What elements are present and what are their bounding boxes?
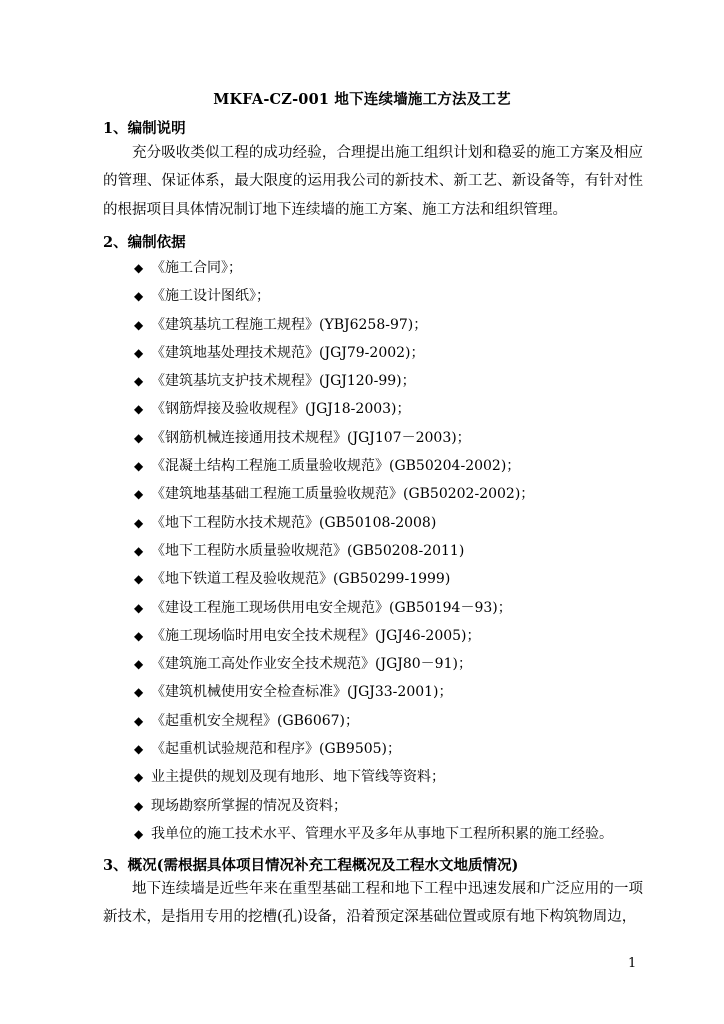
section-3-paragraph: 地下连续墙是近些年来在重型基础工程和地下工程中迅速发展和广泛应用的一项新技术，是指用专用的挖槽(孔)设备，沿着预定深基础位置或原有地下构筑物周边， <box>103 881 643 926</box>
list-item <box>134 282 613 310</box>
reference-text: 《建筑地基处理技术规范》(JGJ79-2002)； <box>151 344 425 361</box>
reference-text: 《地下工程防水技术规范》(GB50108-2008) <box>151 514 437 531</box>
diamond-bullet-icon: ◆ <box>134 374 144 389</box>
diamond-bullet-icon: ◆ <box>134 289 144 304</box>
section-heading-1: 1、编制说明 <box>103 120 186 137</box>
reference-text: 《施工现场临时用电安全技术规程》(JGJ46-2005)； <box>151 627 481 644</box>
reference-text: 《施工设计图纸》； <box>151 288 270 305</box>
section-1-paragraph: 充分吸收类似工程的成功经验，合理提出施工组织计划和稳妥的施工方案及相应的管理、保证体系，最大限度的运用我公司的新技术、新工艺、新设备等，有针对性的根据项目具体情况制订地下连续墙的施工方案、施工方法和组织管理。 <box>103 145 643 218</box>
reference-text: 我单位的施工技术水平、管理水平及多年从事地下工程所积累的施工经验。 <box>151 825 613 842</box>
list-item <box>134 367 613 395</box>
diamond-bullet-icon: ◆ <box>134 685 144 700</box>
list-item <box>134 763 613 791</box>
reference-list <box>134 254 613 848</box>
diamond-bullet-icon: ◆ <box>134 459 144 474</box>
reference-text: 《建筑地基基础工程施工质量验收规范》(GB50202-2002)； <box>151 486 535 503</box>
reference-text: 《混凝土结构工程施工质量验收规范》(GB50204-2002)； <box>151 458 521 475</box>
list-item <box>134 395 613 423</box>
list-item <box>134 537 613 565</box>
reference-text: 《起重机试验规范和程序》(GB9505)； <box>151 741 402 758</box>
diamond-bullet-icon: ◆ <box>134 317 144 332</box>
diamond-bullet-icon: ◆ <box>134 826 144 841</box>
list-item <box>134 707 613 735</box>
list-item <box>134 820 613 848</box>
document-title: MKFA-CZ-001 地下连续墙施工方法及工艺 <box>213 91 511 108</box>
diamond-bullet-icon: ◆ <box>134 628 144 643</box>
reference-text: 《钢筋焊接及验收规程》(JGJ18-2003)； <box>151 401 411 418</box>
list-item <box>134 311 613 339</box>
reference-text: 业主提供的规划及现有地形、地下管线等资料； <box>151 769 445 786</box>
list-item <box>134 594 613 622</box>
list-item <box>134 678 613 706</box>
reference-text: 《建筑基坑支护技术规程》(JGJ120-99)； <box>151 373 416 390</box>
list-item <box>134 424 613 452</box>
diamond-bullet-icon: ◆ <box>134 261 144 275</box>
diamond-bullet-icon: ◆ <box>134 657 144 672</box>
list-item <box>134 480 613 508</box>
diamond-bullet-icon: ◆ <box>134 713 144 728</box>
diamond-bullet-icon: ◆ <box>134 798 144 813</box>
list-item <box>134 339 613 367</box>
list-item <box>134 565 613 593</box>
list-item <box>134 622 613 650</box>
reference-text: 《地下铁道工程及验收规范》(GB50299-1999) <box>151 571 451 588</box>
list-item <box>134 254 613 282</box>
section-heading-3: 3、概况(需根据具体项目情况补充工程概况及工程水文地质情况) <box>103 857 519 874</box>
diamond-bullet-icon: ◆ <box>134 770 144 785</box>
diamond-bullet-icon: ◆ <box>134 543 144 558</box>
reference-text: 《建筑机械使用安全检查标准》(JGJ33-2001)； <box>151 684 453 701</box>
diamond-bullet-icon: ◆ <box>134 515 144 530</box>
diamond-bullet-icon: ◆ <box>134 742 144 757</box>
reference-text: 《建设工程施工现场供用电安全规范》(GB50194－93)； <box>151 599 512 616</box>
diamond-bullet-icon: ◆ <box>134 487 144 502</box>
page-number: 1 <box>628 956 637 971</box>
diamond-bullet-icon: ◆ <box>134 430 144 445</box>
reference-text: 《施工合同》； <box>151 260 242 276</box>
list-item <box>134 452 613 480</box>
diamond-bullet-icon: ◆ <box>134 572 144 587</box>
section-heading-2: 2、编制依据 <box>103 234 186 251</box>
list-item <box>134 509 613 537</box>
diamond-bullet-icon: ◆ <box>134 402 144 417</box>
reference-text: 《建筑基坑工程施工规程》(YBJ6258-97)； <box>151 316 428 333</box>
diamond-bullet-icon: ◆ <box>134 600 144 615</box>
reference-text: 《起重机安全规程》(GB6067)； <box>151 712 360 729</box>
reference-text: 《建筑施工高处作业安全技术规范》(JGJ80－91)； <box>151 656 472 673</box>
diamond-bullet-icon: ◆ <box>134 345 144 360</box>
reference-text: 现场勘察所掌握的情况及资料； <box>151 797 347 814</box>
reference-text: 《钢筋机械连接通用技术规程》(JGJ107－2003)； <box>151 429 471 446</box>
list-item <box>134 735 613 763</box>
list-item <box>134 650 613 678</box>
reference-text: 《地下工程防水质量验收规范》(GB50208-2011) <box>151 542 465 559</box>
list-item <box>134 792 613 820</box>
